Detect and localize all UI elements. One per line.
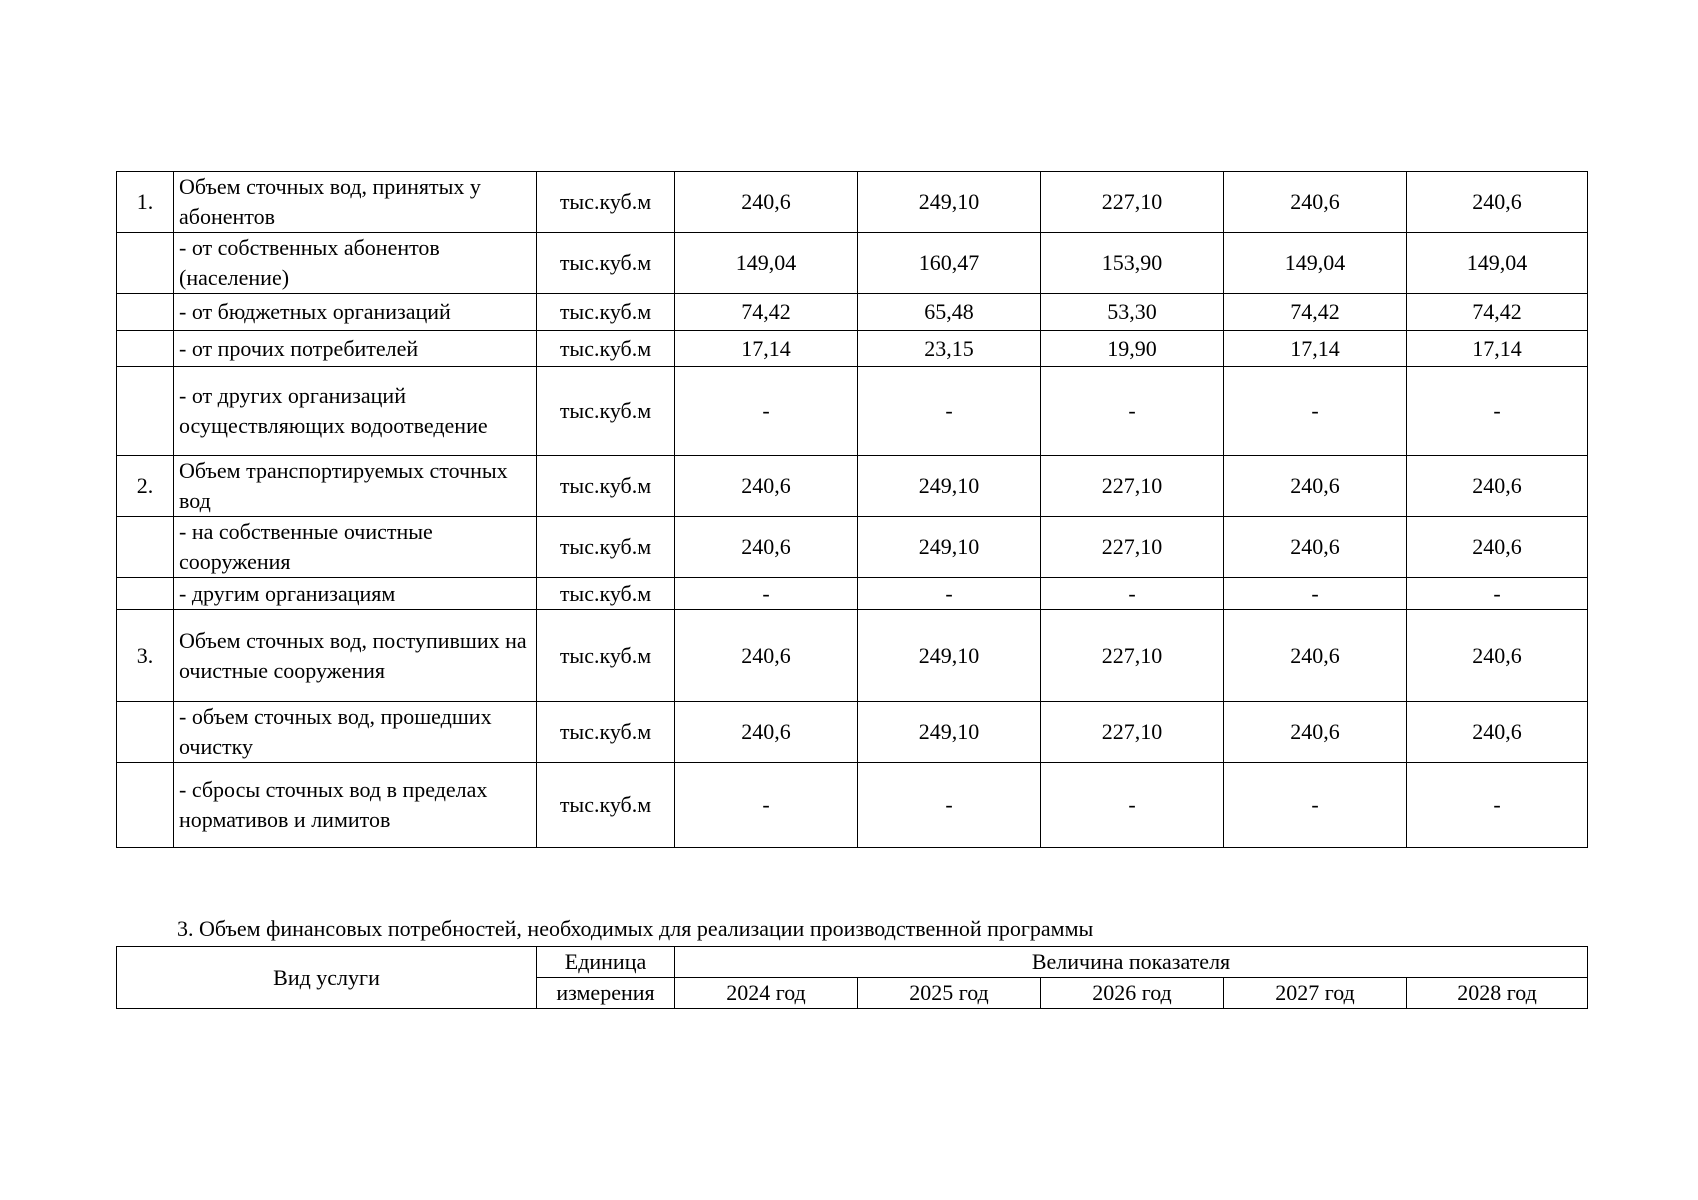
- value-cell: 249,10: [858, 456, 1041, 517]
- value-cell: 249,10: [858, 172, 1041, 233]
- value-cell: 227,10: [1041, 517, 1224, 578]
- value-cell: 65,48: [858, 294, 1041, 331]
- value-cell: 74,42: [1407, 294, 1588, 331]
- year-header: 2025 год: [858, 978, 1041, 1009]
- unit-cell: тыс.куб.м: [537, 610, 675, 702]
- value-cell: 17,14: [1224, 331, 1407, 367]
- value-cell: -: [858, 763, 1041, 848]
- value-cell: 149,04: [1407, 233, 1588, 294]
- value-cell: 240,6: [1407, 702, 1588, 763]
- value-cell: 149,04: [1224, 233, 1407, 294]
- table-row: [117, 367, 1588, 456]
- value-cell: 240,6: [675, 702, 858, 763]
- value-cell: 17,14: [675, 331, 858, 367]
- section-3-title: 3. Объем финансовых потребностей, необходимых для реализации производственной программы: [177, 916, 1094, 941]
- value-cell: 240,6: [1224, 702, 1407, 763]
- value-cell: 240,6: [1407, 610, 1588, 702]
- value-cell: 19,90: [1041, 331, 1224, 367]
- value-cell: -: [1224, 367, 1407, 456]
- row-number: 2.: [117, 456, 174, 517]
- value-cell: 23,15: [858, 331, 1041, 367]
- value-cell: 240,6: [1407, 172, 1588, 233]
- value-cell: 249,10: [858, 702, 1041, 763]
- table-body: [117, 172, 1588, 848]
- table-row: [117, 172, 1588, 233]
- indicator-name: Объем сточных вод, поступивших на очистные сооружения: [174, 610, 537, 702]
- value-cell: 53,30: [1041, 294, 1224, 331]
- indicator-name: - на собственные очистные сооружения: [174, 517, 537, 578]
- value-cell: -: [1224, 763, 1407, 848]
- value-cell: 227,10: [1041, 456, 1224, 517]
- table-row: [117, 233, 1588, 294]
- row-number: [117, 233, 174, 294]
- value-cell: -: [1041, 763, 1224, 848]
- indicator-name: - объем сточных вод, прошедших очистку: [174, 702, 537, 763]
- unit-cell: тыс.куб.м: [537, 367, 675, 456]
- value-cell: 249,10: [858, 517, 1041, 578]
- value-cell: -: [1407, 578, 1588, 610]
- unit-cell: тыс.куб.м: [537, 763, 675, 848]
- production-volumes-table: [116, 171, 1588, 848]
- financial-needs-table: [116, 946, 1588, 1009]
- year-header: 2024 год: [675, 978, 858, 1009]
- unit-header-line1: Единица: [537, 947, 675, 978]
- value-cell: -: [858, 578, 1041, 610]
- table-row: [117, 610, 1588, 702]
- value-cell: 240,6: [675, 456, 858, 517]
- indicator-name: - от собственных абонентов (население): [174, 233, 537, 294]
- value-cell: 149,04: [675, 233, 858, 294]
- value-cell: -: [1041, 367, 1224, 456]
- value-cell: -: [675, 367, 858, 456]
- table-row: [117, 578, 1588, 610]
- value-cell: 240,6: [1224, 172, 1407, 233]
- unit-cell: тыс.куб.м: [537, 517, 675, 578]
- unit-cell: тыс.куб.м: [537, 233, 675, 294]
- value-cell: 227,10: [1041, 610, 1224, 702]
- value-cell: 240,6: [1224, 517, 1407, 578]
- value-cell: 227,10: [1041, 172, 1224, 233]
- row-number: [117, 763, 174, 848]
- value-cell: -: [675, 578, 858, 610]
- value-cell: -: [1407, 763, 1588, 848]
- value-cell: 153,90: [1041, 233, 1224, 294]
- value-cell: 249,10: [858, 610, 1041, 702]
- value-cell: 240,6: [675, 517, 858, 578]
- table-row: [117, 702, 1588, 763]
- value-cell: 74,42: [1224, 294, 1407, 331]
- header-row-1: [117, 947, 1588, 978]
- indicator-name: - от других организаций осуществляющих водоотведение: [174, 367, 537, 456]
- value-cell: 160,47: [858, 233, 1041, 294]
- value-cell: -: [858, 367, 1041, 456]
- row-number: [117, 331, 174, 367]
- table-row: [117, 456, 1588, 517]
- value-cell: -: [675, 763, 858, 848]
- row-number: [117, 578, 174, 610]
- value-cell: 240,6: [1407, 517, 1588, 578]
- row-number: [117, 294, 174, 331]
- unit-cell: тыс.куб.м: [537, 331, 675, 367]
- value-cell: 240,6: [1407, 456, 1588, 517]
- financial-table-header: [117, 947, 1588, 1009]
- unit-cell: тыс.куб.м: [537, 294, 675, 331]
- row-number: 1.: [117, 172, 174, 233]
- value-cell: 17,14: [1407, 331, 1588, 367]
- unit-cell: тыс.куб.м: [537, 172, 675, 233]
- value-cell: 227,10: [1041, 702, 1224, 763]
- value-cell: 240,6: [675, 172, 858, 233]
- value-cell: 74,42: [675, 294, 858, 331]
- value-cell: -: [1224, 578, 1407, 610]
- table-row: [117, 517, 1588, 578]
- row-number: [117, 517, 174, 578]
- value-cell: 240,6: [1224, 610, 1407, 702]
- unit-cell: тыс.куб.м: [537, 456, 675, 517]
- row-number: [117, 702, 174, 763]
- indicator-value-header: Величина показателя: [675, 947, 1588, 978]
- unit-cell: тыс.куб.м: [537, 578, 675, 610]
- indicator-name: - от бюджетных организаций: [174, 294, 537, 331]
- indicator-name: Объем сточных вод, принятых у абонентов: [174, 172, 537, 233]
- year-header: 2026 год: [1041, 978, 1224, 1009]
- table-row: [117, 331, 1588, 367]
- table-row: [117, 294, 1588, 331]
- year-header: 2027 год: [1224, 978, 1407, 1009]
- row-number: [117, 367, 174, 456]
- service-type-header: Вид услуги: [117, 947, 537, 1009]
- indicator-name: - от прочих потребителей: [174, 331, 537, 367]
- indicator-name: - другим организациям: [174, 578, 537, 610]
- unit-header-line2: измерения: [537, 978, 675, 1009]
- row-number: 3.: [117, 610, 174, 702]
- year-header: 2028 год: [1407, 978, 1588, 1009]
- value-cell: -: [1041, 578, 1224, 610]
- indicator-name: Объем транспортируемых сточных вод: [174, 456, 537, 517]
- value-cell: 240,6: [1224, 456, 1407, 517]
- indicator-name: - сбросы сточных вод в пределах нормативов и лимитов: [174, 763, 537, 848]
- value-cell: -: [1407, 367, 1588, 456]
- table-row: [117, 763, 1588, 848]
- value-cell: 240,6: [675, 610, 858, 702]
- unit-cell: тыс.куб.м: [537, 702, 675, 763]
